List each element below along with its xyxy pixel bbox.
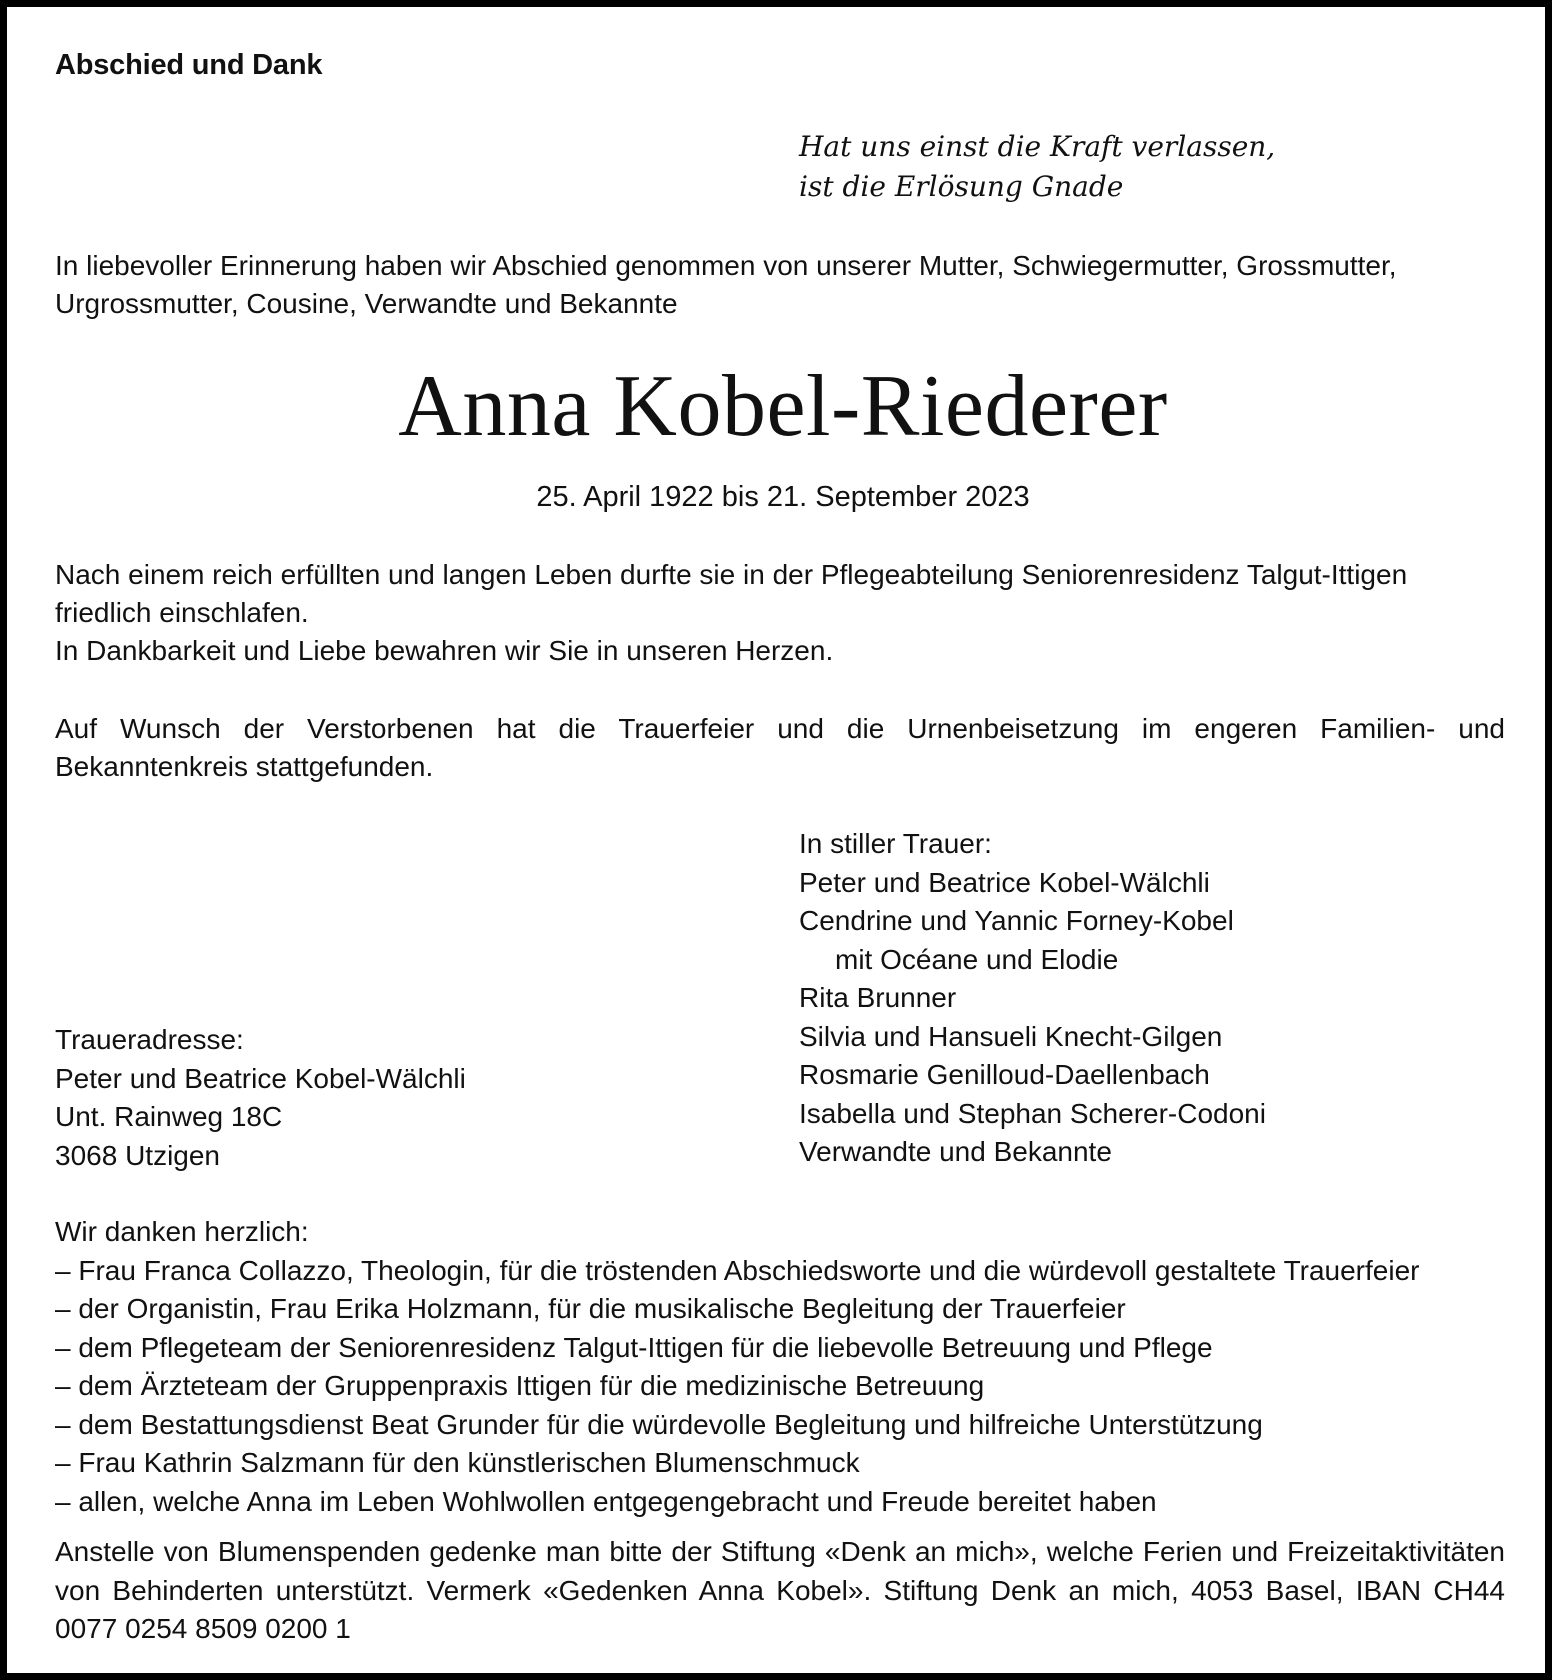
intro-line: Urgrossmutter, Cousine, Verwandte und Bekannte — [55, 288, 678, 319]
life-dates: 25. April 1922 bis 21. September 2023 — [536, 481, 1030, 513]
motto-line: Hat uns einst die Kraft verlassen, — [799, 130, 1276, 163]
motto-verse — [799, 127, 1275, 207]
mourner-name: mit Océane und Elodie — [835, 943, 1119, 975]
thanks-item: – der Organistin, Frau Erika Holzmann, für die musikalische Begleitung der Trauerfeier — [55, 1293, 1126, 1324]
mourner-name: Verwandte und Bekannte — [799, 1136, 1112, 1167]
intro-text — [55, 247, 1505, 323]
mourners-heading: In stiller Trauer: — [799, 828, 992, 859]
donation-request: Anstelle von Blumenspenden gedenke man bitte der Stiftung «Denk an mich», welche Ferien und Freizeitaktivitäten von Behinderten unterstützt. Vermerk «Gedenken Anna Kobel». Stiftung Denk an mich, 4053 Basel, IBAN CH44 0077 0254 8509 0200 1 — [55, 1536, 1505, 1644]
mourning-address — [55, 1021, 466, 1175]
notice-header: Abschied und Dank — [55, 49, 323, 81]
mourner-name: Rita Brunner — [799, 982, 957, 1013]
mourners-list — [799, 825, 1266, 1172]
deceased-name: Anna Kobel-Riederer — [398, 358, 1168, 455]
address-city: 3068 Utzigen — [55, 1139, 221, 1171]
thanks-item: – dem Ärzteteam der Gruppenpraxis Ittigen für die medizinische Betreuung — [55, 1370, 985, 1401]
thanks-item: – Frau Kathrin Salzmann für den künstlerischen Blumenschmuck — [55, 1447, 860, 1478]
thanks-item: – Frau Franca Collazzo, Theologin, für die tröstenden Abschiedsworte und die würdevoll gestaltete Trauerfeier — [55, 1254, 1420, 1286]
address-label: Traueradresse: — [55, 1024, 244, 1055]
thanks-item: – allen, welche Anna im Leben Wohlwollen entgegengebracht und Freude bereitet haben — [55, 1485, 1157, 1517]
passing-line: friedlich einschlafen. — [55, 597, 309, 628]
thanks-item: – dem Bestattungsdienst Beat Grunder für die würdevolle Begleitung und hilfreiche Unterstützung — [55, 1408, 1263, 1440]
mourner-name: Rosmarie Genilloud-Daellenbach — [799, 1059, 1210, 1090]
thanks-heading: Wir danken herzlich: — [55, 1216, 309, 1247]
intro-line: In liebevoller Erinnerung haben wir Abschied genommen von unserer Mutter, Schwiegermutter, Grossmutter, — [55, 250, 1397, 281]
passing-line: In Dankbarkeit und Liebe bewahren wir Sie in unseren Herzen. — [55, 635, 834, 666]
mourner-name: Silvia und Hansueli Knecht-Gilgen — [799, 1020, 1223, 1052]
passing-line: Nach einem reich erfüllten und langen Leben durfte sie in der Pflegeabteilung Seniorenresidenz Talgut-Ittigen — [55, 559, 1408, 590]
mourner-name: Cendrine und Yannic Forney-Kobel — [799, 905, 1234, 936]
thanks-section — [55, 1213, 1515, 1521]
mourner-name: Isabella und Stephan Scherer-Codoni — [799, 1097, 1266, 1129]
thanks-item: – dem Pflegeteam der Seniorenresidenz Talgut-Ittigen für die liebevolle Betreuung und Pflege — [55, 1331, 1213, 1363]
passing-statement — [55, 556, 1507, 670]
address-street: Unt. Rainweg 18C — [55, 1101, 283, 1132]
mourner-name: Peter und Beatrice Kobel-Wälchli — [799, 866, 1210, 898]
address-name: Peter und Beatrice Kobel-Wälchli — [55, 1062, 466, 1094]
motto-line: ist die Erlösung Gnade — [799, 170, 1124, 203]
funeral-statement: Auf Wunsch der Verstorbenen hat die Trauerfeier und die Urnenbeisetzung im engeren Familien- und Bekanntenkreis stattgefunden. — [55, 713, 1505, 782]
